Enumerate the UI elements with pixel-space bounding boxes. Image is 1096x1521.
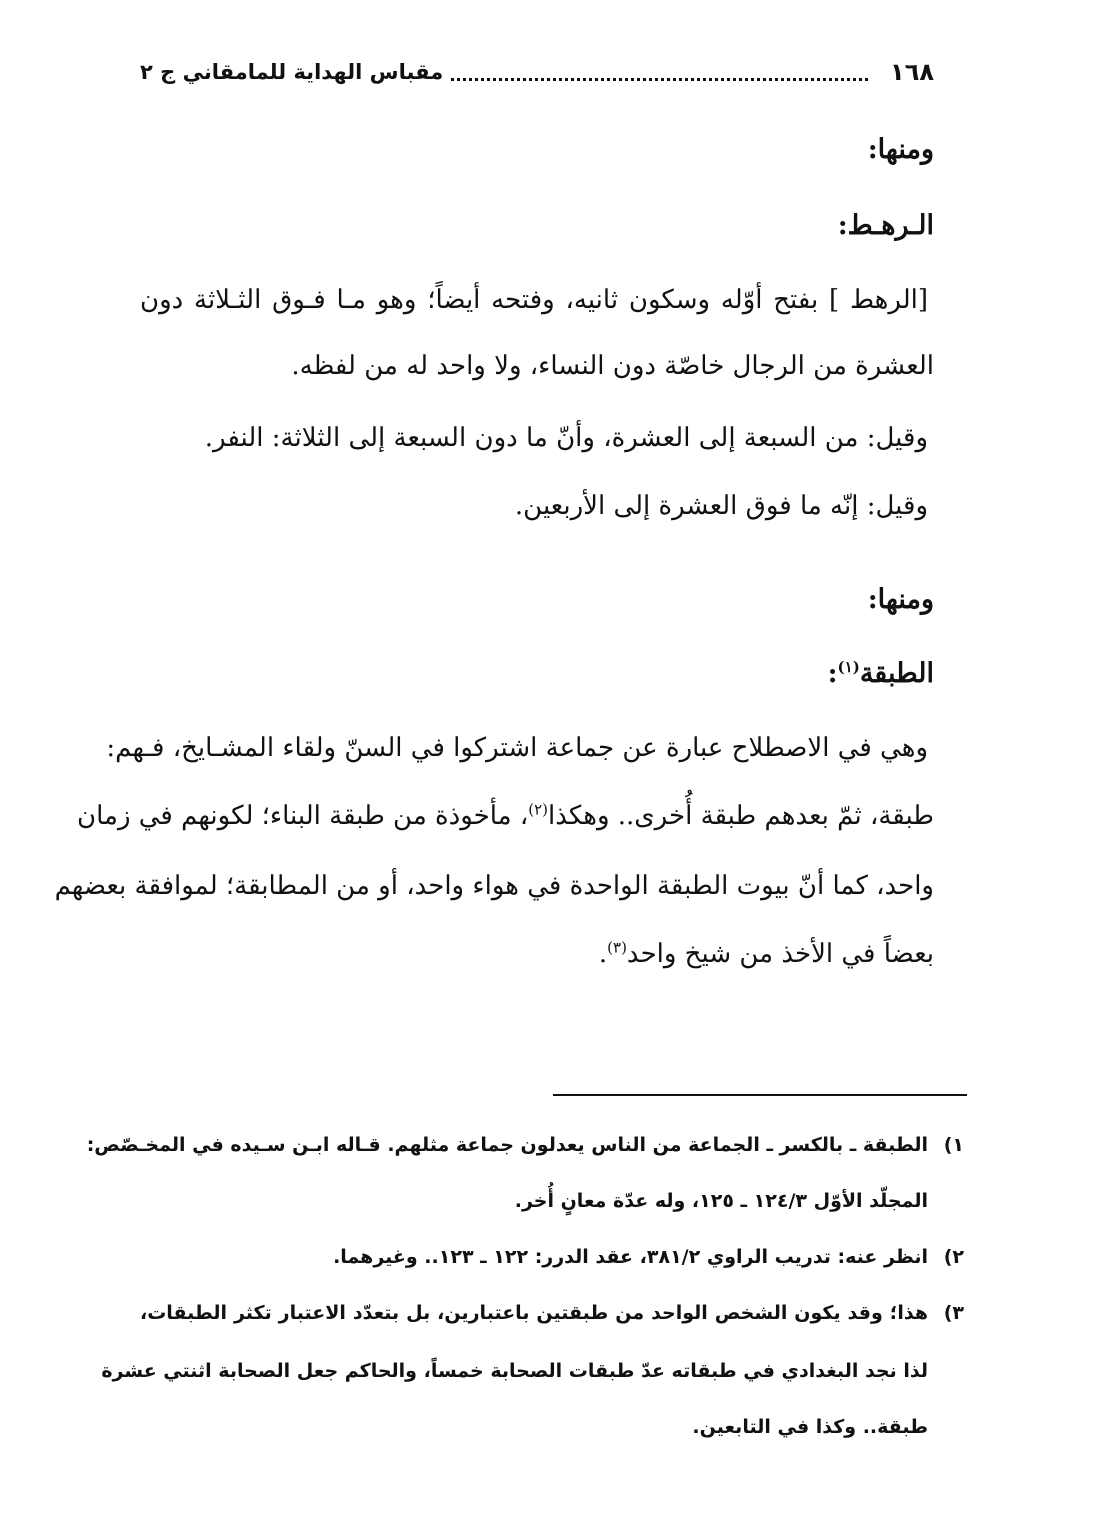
section-intro: ومنها: xyxy=(867,584,934,615)
paragraph-line: واحد، كما أنّ بيوت الطبقة الواحدة في هواء واحد، أو من المطابقة؛ لموافقة بعضهم xyxy=(54,871,934,901)
dot-leader xyxy=(451,64,868,81)
footnote-number: ١) xyxy=(943,1134,964,1156)
text-run: بعضاً في الأخذ من شيخ واحد xyxy=(626,939,934,969)
footnote-line: هذا؛ وقد يكون الشخص الواحد من طبقتين باعتبارين، بل بتعدّد الاعتبار تكثر الطبقات، xyxy=(140,1302,928,1324)
footnote-ref: (٣) xyxy=(607,938,627,957)
paragraph-line: وهي في الاصطلاح عبارة عن جماعة اشتركوا في السنّ ولقاء المشـايخ، فـهم: xyxy=(106,733,928,763)
term-heading: الـرهـط: xyxy=(837,210,934,241)
footnote-number: ٢) xyxy=(943,1246,964,1268)
footnote-divider xyxy=(553,1094,967,1096)
running-header xyxy=(140,52,934,92)
footnote-line: المجلّد الأوّل ١٢٤/٣ ـ ١٢٥، وله عدّة معانٍ أُخر. xyxy=(514,1190,928,1212)
footnote-ref: (٢) xyxy=(528,800,549,819)
term-colon: : xyxy=(827,658,838,689)
book-title: مقباس الهداية للمامقاني ج ٢ xyxy=(140,60,444,84)
term-heading xyxy=(828,654,934,694)
paragraph-line xyxy=(77,796,934,836)
footnote-line: طبقة.. وكذا في التابعين. xyxy=(692,1416,928,1438)
paragraph-line: وقيل: إنّه ما فوق العشرة إلى الأربعين. xyxy=(514,491,928,521)
paragraph-line: [الرهط ] بفتح أوّله وسكون ثانيه، وفتحه أيضاً؛ وهو مـا فـوق الثـلاثة دون xyxy=(140,285,928,315)
paragraph-line: العشرة من الرجال خاصّة دون النساء، ولا واحد له من لفظه. xyxy=(291,351,934,381)
paragraph-line xyxy=(599,934,934,974)
footnote-line: انظر عنه: تدريب الراوي ٣٨١/٢، عقد الدرر: ١٢٢ ـ ١٢٣.. وغيرهما. xyxy=(333,1246,928,1268)
page-number: ١٦٨ xyxy=(890,58,934,86)
term-text: الطبقة xyxy=(859,658,934,689)
paragraph-line: وقيل: من السبعة إلى العشرة، وأنّ ما دون السبعة إلى الثلاثة: النفر. xyxy=(204,423,928,453)
footnote-line: الطبقة ـ بالكسر ـ الجماعة من الناس يعدلون جماعة مثلهم. قـاله ابـن سـيده في المخـصّص: xyxy=(86,1134,928,1156)
text-run: . xyxy=(598,939,608,969)
footnote-line: لذا نجد البغدادي في طبقاته عدّ طبقات الصحابة خمساً، والحاكم جعل الصحابة اثنتي عشرة xyxy=(101,1360,928,1382)
footnote-number: ٣) xyxy=(943,1302,964,1324)
text-run: ، مأخوذة من طبقة البناء؛ لكونهم في زمان xyxy=(77,801,529,831)
section-intro: ومنها: xyxy=(867,134,934,165)
footnote-ref: (١) xyxy=(837,658,860,676)
text-run: طبقة، ثمّ بعدهم طبقة أُخرى.. وهكذا xyxy=(548,801,934,831)
